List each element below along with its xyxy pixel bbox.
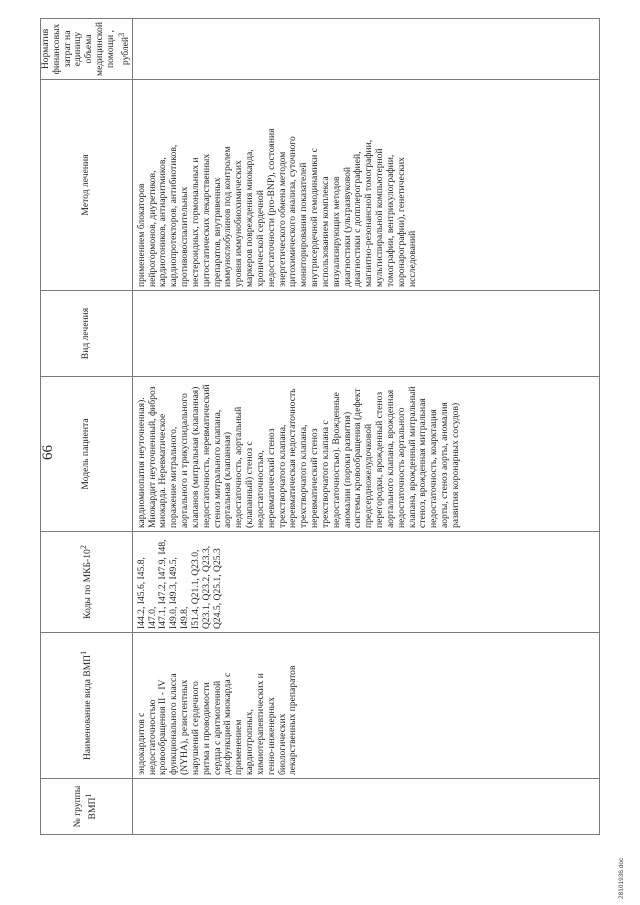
- cell-line: (NYHA), резистентных: [179, 679, 191, 775]
- cell-line: (клапанный) стеноз с: [244, 441, 256, 528]
- cell-line: миокарда. Неревматическое: [157, 413, 169, 528]
- cell-treatment-type: [132, 291, 599, 377]
- cell-line: аномалии (пороки развития): [341, 411, 353, 528]
- cell-line: недостаточность, неревматический: [200, 384, 212, 528]
- header-icd-codes: Коды по МКБ-$10^2$: [41, 532, 133, 633]
- cell-line: предсердножелудочковой: [363, 423, 375, 528]
- cell-line: клапанов (митральная (клапанная): [189, 386, 201, 528]
- table-header-row: [41, 19, 133, 835]
- cell-line: недостаточности (pro-BNP), состояния: [265, 128, 277, 287]
- cell-line: коронарографии), генетических: [395, 157, 407, 287]
- table-row: [132, 19, 599, 835]
- cell-line: I51.4, Q21.1, Q23.0,: [189, 549, 201, 629]
- cell-line: маркеров повреждения миокарда,: [244, 149, 256, 287]
- cell-line: нестероидных, гормональных и: [189, 157, 201, 287]
- cell-line: уровня иммунобиохимических: [233, 160, 245, 287]
- cell-line: кардиомиопатия неуточненная).: [135, 397, 147, 528]
- cell-line: генно-инженерных: [265, 697, 277, 775]
- cell-line: мониторирования показателей: [298, 162, 310, 287]
- cell-line: сердца с аритмогенной: [211, 680, 223, 775]
- cell-line: недостаточностью: [146, 699, 158, 775]
- cell-line: I47.1, I47.2, I47.9, I48,: [157, 539, 169, 629]
- cell-line: I49.0, I49.3, I49.5, I49.8,: [168, 557, 191, 629]
- cell-line: кардиотропных,: [244, 709, 256, 775]
- vmp-table: [40, 18, 600, 835]
- cell-line: клапана, врожденный митральный: [406, 386, 418, 528]
- cell-line: визуализирующих методов: [330, 176, 342, 287]
- cell-line: стеноз митрального клапана,: [211, 409, 223, 528]
- cell-line: Q23.1, Q23.2, Q23.3,: [200, 545, 212, 629]
- header-treatment-type: Вид лечения: [41, 291, 133, 377]
- cell-line: биологических: [276, 713, 288, 775]
- cell-line: внутрисердечной гемодинамики с: [309, 148, 321, 287]
- cell-line: дисфункцией миокарда с: [222, 672, 234, 775]
- cell-line: кардиотоников, антиаритмиков,: [157, 157, 169, 287]
- cell-line: аорты, стеноз аорты, аномалия: [439, 402, 450, 528]
- cell-line: противовоспалительных: [179, 186, 191, 287]
- cell-line: диагностики (ультразвуковой: [341, 166, 353, 287]
- cell-line: развития коронарных сосудов): [449, 402, 461, 528]
- header-vmp-name: Наименование вида ВМП$^1$: [41, 633, 133, 779]
- header-treatment-method: Метод лечения: [41, 80, 133, 291]
- cell-line: диагностики с допплерографией,: [352, 151, 364, 287]
- cell-line: недостаточностью). Врожденные: [330, 392, 342, 528]
- cell-line: цитохимического анализа, суточного: [287, 136, 299, 287]
- cell-line: исследований: [406, 230, 418, 287]
- cell-line: трехстворчатого клапана,: [276, 424, 288, 528]
- cell-line: кровообращения II - IV: [157, 679, 169, 775]
- cell-line: аортальная (клапанная): [222, 431, 234, 528]
- cell-line: аортального клапана, врожденная: [384, 389, 396, 528]
- cell-line: функционального класса: [168, 673, 180, 775]
- cell-line: Миокардит неуточненный, фиброз: [146, 386, 158, 528]
- cell-line: ритма и проводимости: [200, 682, 212, 775]
- cell-line: применением: [233, 719, 245, 775]
- cell-line: I44.2, I45.6, I45.8, I47.0,: [135, 557, 158, 629]
- cell-line: магнитно-резонансной томографии,: [363, 139, 375, 287]
- cell-line: недостаточность, аортальный: [233, 406, 245, 528]
- cell-line: перегородки, врожденный стеноз: [374, 391, 386, 528]
- cell-line: томографии, вентрикулографии,: [384, 154, 396, 287]
- cell-line: нарушений сердечного: [189, 681, 201, 775]
- cell-line: Q24.5, Q25.1, Q25.3: [211, 548, 223, 629]
- header-patient-model: Модель пациента: [41, 377, 133, 532]
- cell-line: нейрогормонов, диуретиков,: [146, 170, 158, 287]
- cell-line: аортального и трикуспидального: [179, 393, 191, 528]
- cell-vmp-name: [132, 633, 599, 779]
- cell-line: цитостатических лекарственных: [200, 153, 212, 287]
- page-number: 66: [40, 445, 56, 460]
- cell-treatment-method: [132, 80, 599, 291]
- cell-line: хронической сердечной: [254, 190, 266, 287]
- cell-line: неревматическая недостаточность: [287, 388, 299, 528]
- document-id: 28101936.doc: [618, 857, 625, 899]
- cell-line: неревматический стеноз: [309, 428, 321, 528]
- cell-line: недостаточность аортального: [395, 407, 407, 528]
- cell-line: системы кровообращения (дефект: [352, 388, 364, 528]
- cell-line: энергетического обмена методом: [276, 151, 288, 287]
- cell-group-no: [132, 779, 599, 835]
- cell-line: иммуноглобулинов под контролем: [222, 146, 234, 287]
- cell-line: недостаточностью,: [254, 450, 266, 528]
- cell-line: эндокардитов с: [135, 712, 147, 775]
- cell-line: использованием комплекса: [319, 176, 331, 287]
- cell-line: трехстворчатого клапана,: [298, 424, 310, 528]
- cell-line: лекарственных препаратов: [287, 665, 299, 775]
- cell-line: кардиопротекторов, антибиотиков,: [168, 144, 180, 287]
- cell-line: стеноз, врожденная митральная: [417, 398, 429, 528]
- cell-line: препаратов, внутривенных: [211, 177, 223, 287]
- cell-line: химиотерапевтических и: [254, 673, 266, 775]
- cell-cost-norm: [132, 19, 599, 80]
- cell-line: мультиспиральной компьютерной: [374, 148, 386, 287]
- cell-line: поражение митрального,: [168, 426, 180, 528]
- header-cost-norm: Норматив финансовых затрат на единицу объема медицинской помощи , рублей$^3$: [41, 19, 133, 80]
- header-group-no: № группы ВМП$^1$: [41, 779, 133, 835]
- cell-patient-model: [132, 377, 599, 532]
- cell-icd-codes: [132, 532, 599, 633]
- cell-line: применением блокаторов: [135, 183, 147, 287]
- cell-line: неревматический стеноз: [265, 428, 277, 528]
- cell-line: недостаточность, коарктация: [428, 409, 440, 528]
- cell-line: трехстворчатого клапана с: [319, 420, 331, 528]
